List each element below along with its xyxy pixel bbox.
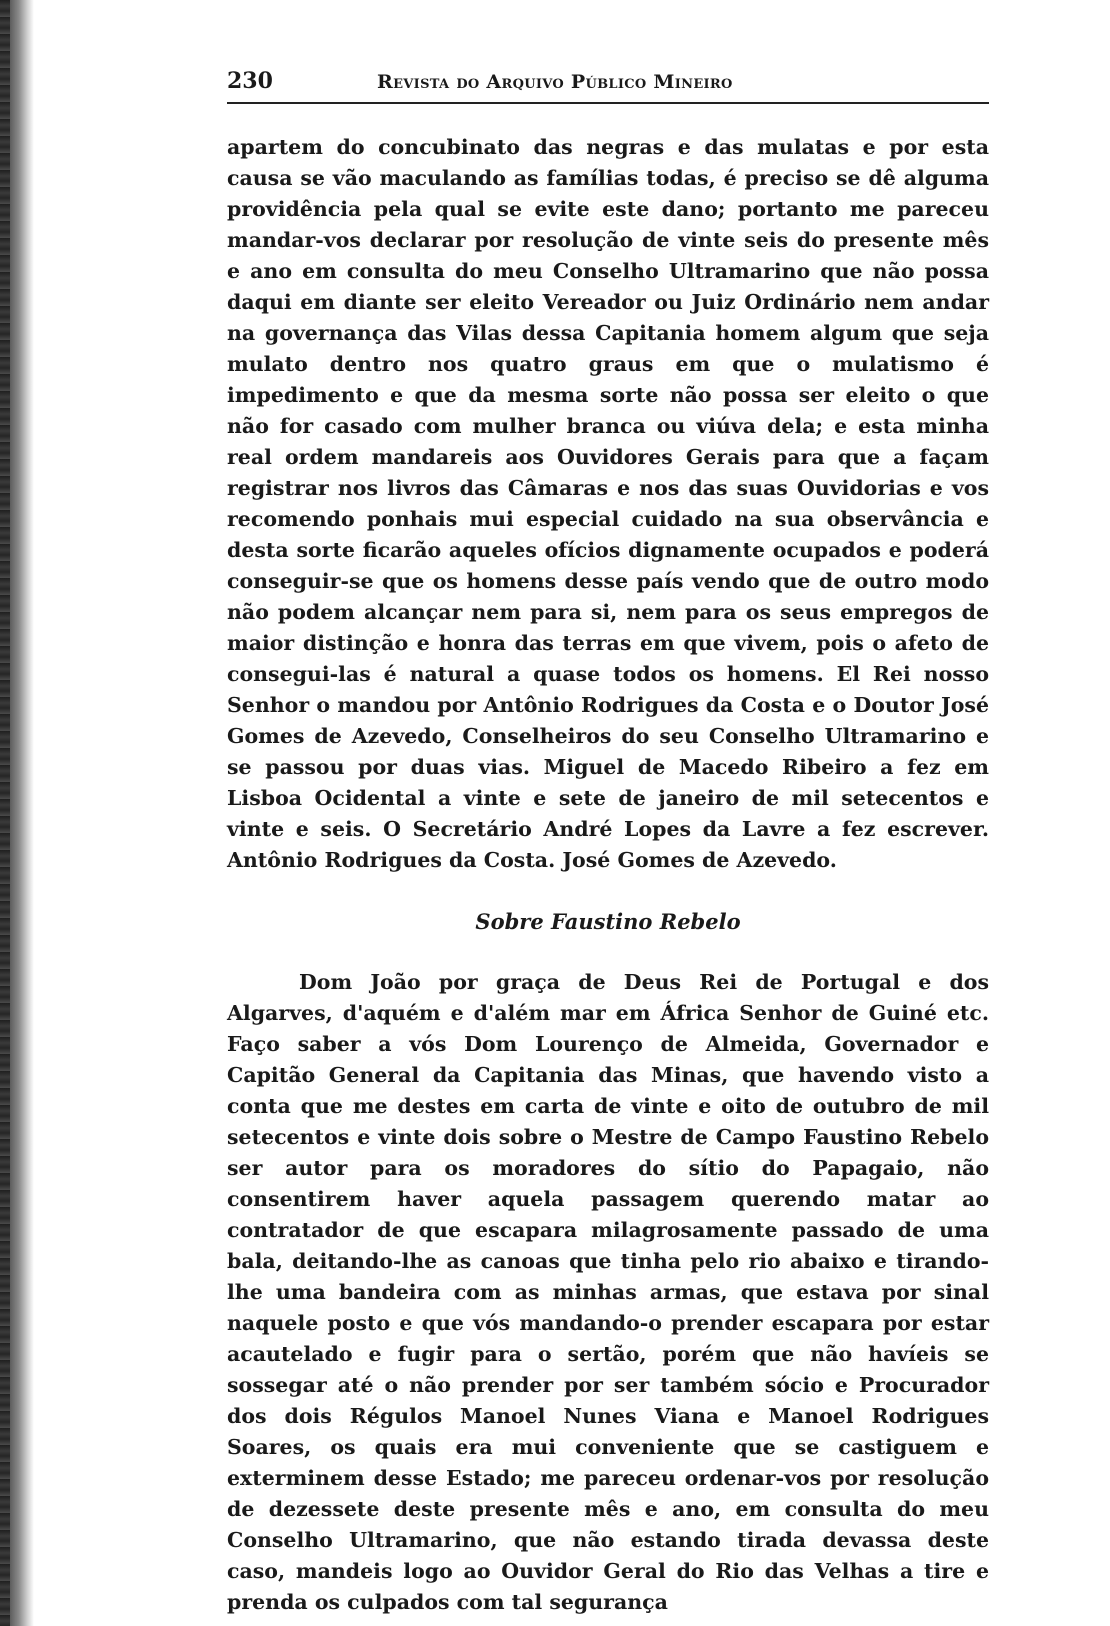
page-number: 230: [227, 68, 273, 94]
section-heading: Sobre Faustino Rebelo: [475, 909, 741, 934]
body-paragraph-2: Dom João por graça de Deus Rei de Portugal e dos Algarves, d'aquém e d'além mar em África Senhor de Guiné etc. Faço saber a vós Dom Lourenço de Almeida, Governador e Capitão General da Capitania das Minas, que havendo visto a conta que me destes em carta de vinte e oito de outubro de mil setecentos e vinte dois sobre o Mestre de Campo Faustino Rebelo ser autor para os moradores do sítio do Papagaio, não consentirem haver aquela passagem querendo matar ao contratador de que escapara milagrosamente passado de uma bala, deitando-lhe as canoas que tinha pelo rio abaixo e tirando-lhe uma bandeira com as minhas armas, que estava por sinal naquele posto e que vós mandando-o prender escapara por estar acautelado e fugir para o sertão, porém que não havíeis se sossegar até o não prender por ser também sócio e Procurador dos dois Régulos Manoel Nunes Viana e Manoel Rodrigues Soares, os quais era mui conveniente que se castiguem e exterminem desse Estado; me pareceu ordenar-vos por resolução de dezessete deste presente mês e ano, em consulta do meu Conselho Ultramarino, que não estando tirada devassa deste caso, mandeis logo ao Ouvidor Geral do Rio das Velhas a tire e prenda os culpados com tal segurança: [227, 970, 989, 1614]
book-binding-edge: [0, 0, 10, 1626]
running-title: Revista do Arquivo Público Mineiro: [377, 71, 733, 93]
printed-page: [227, 68, 989, 1618]
page-header: [227, 68, 989, 104]
body-paragraph-1: apartem do concubinato das negras e das mulatas e por esta causa se vão maculando as famílias todas, é preciso se dê alguma providência pela qual se evite este dano; portanto me pareceu mandar-vos declarar por resolução de vinte seis do presente mês e ano em consulta do meu Conselho Ultramarino que não possa daqui em diante ser eleito Vereador ou Juiz Ordinário nem andar na governança das Vilas dessa Capitania homem algum que seja mulato dentro nos quatro graus em que o mulatismo é impedimento e que da mesma sorte não possa ser eleito o que não for casado com mulher branca ou viúva dela; e esta minha real ordem mandareis aos Ouvidores Gerais para que a façam registrar nos livros das Câmaras e nos das suas Ouvidorias e vos recomendo ponhais mui especial cuidado na sua observância e desta sorte ficarão aqueles ofícios dignamente ocupados e poderá conseguir-se que os homens desse país vendo que de outro modo não podem alcançar nem para si, nem para os seus empregos de maior distinção e honra das terras em que vivem, pois o afeto de consegui-las é natural a quase todos os homens. El Rei nosso Senhor o mandou por Antônio Rodrigues da Costa e o Doutor José Gomes de Azevedo, Conselheiros do seu Conselho Ultramarino e se passou por duas vias. Miguel de Macedo Ribeiro a fez em Lisboa Ocidental a vinte e sete de janeiro de mil setecentos e vinte e seis. O Secretário André Lopes da Lavre a fez escrever. Antônio Rodrigues da Costa. José Gomes de Azevedo.: [227, 135, 989, 872]
